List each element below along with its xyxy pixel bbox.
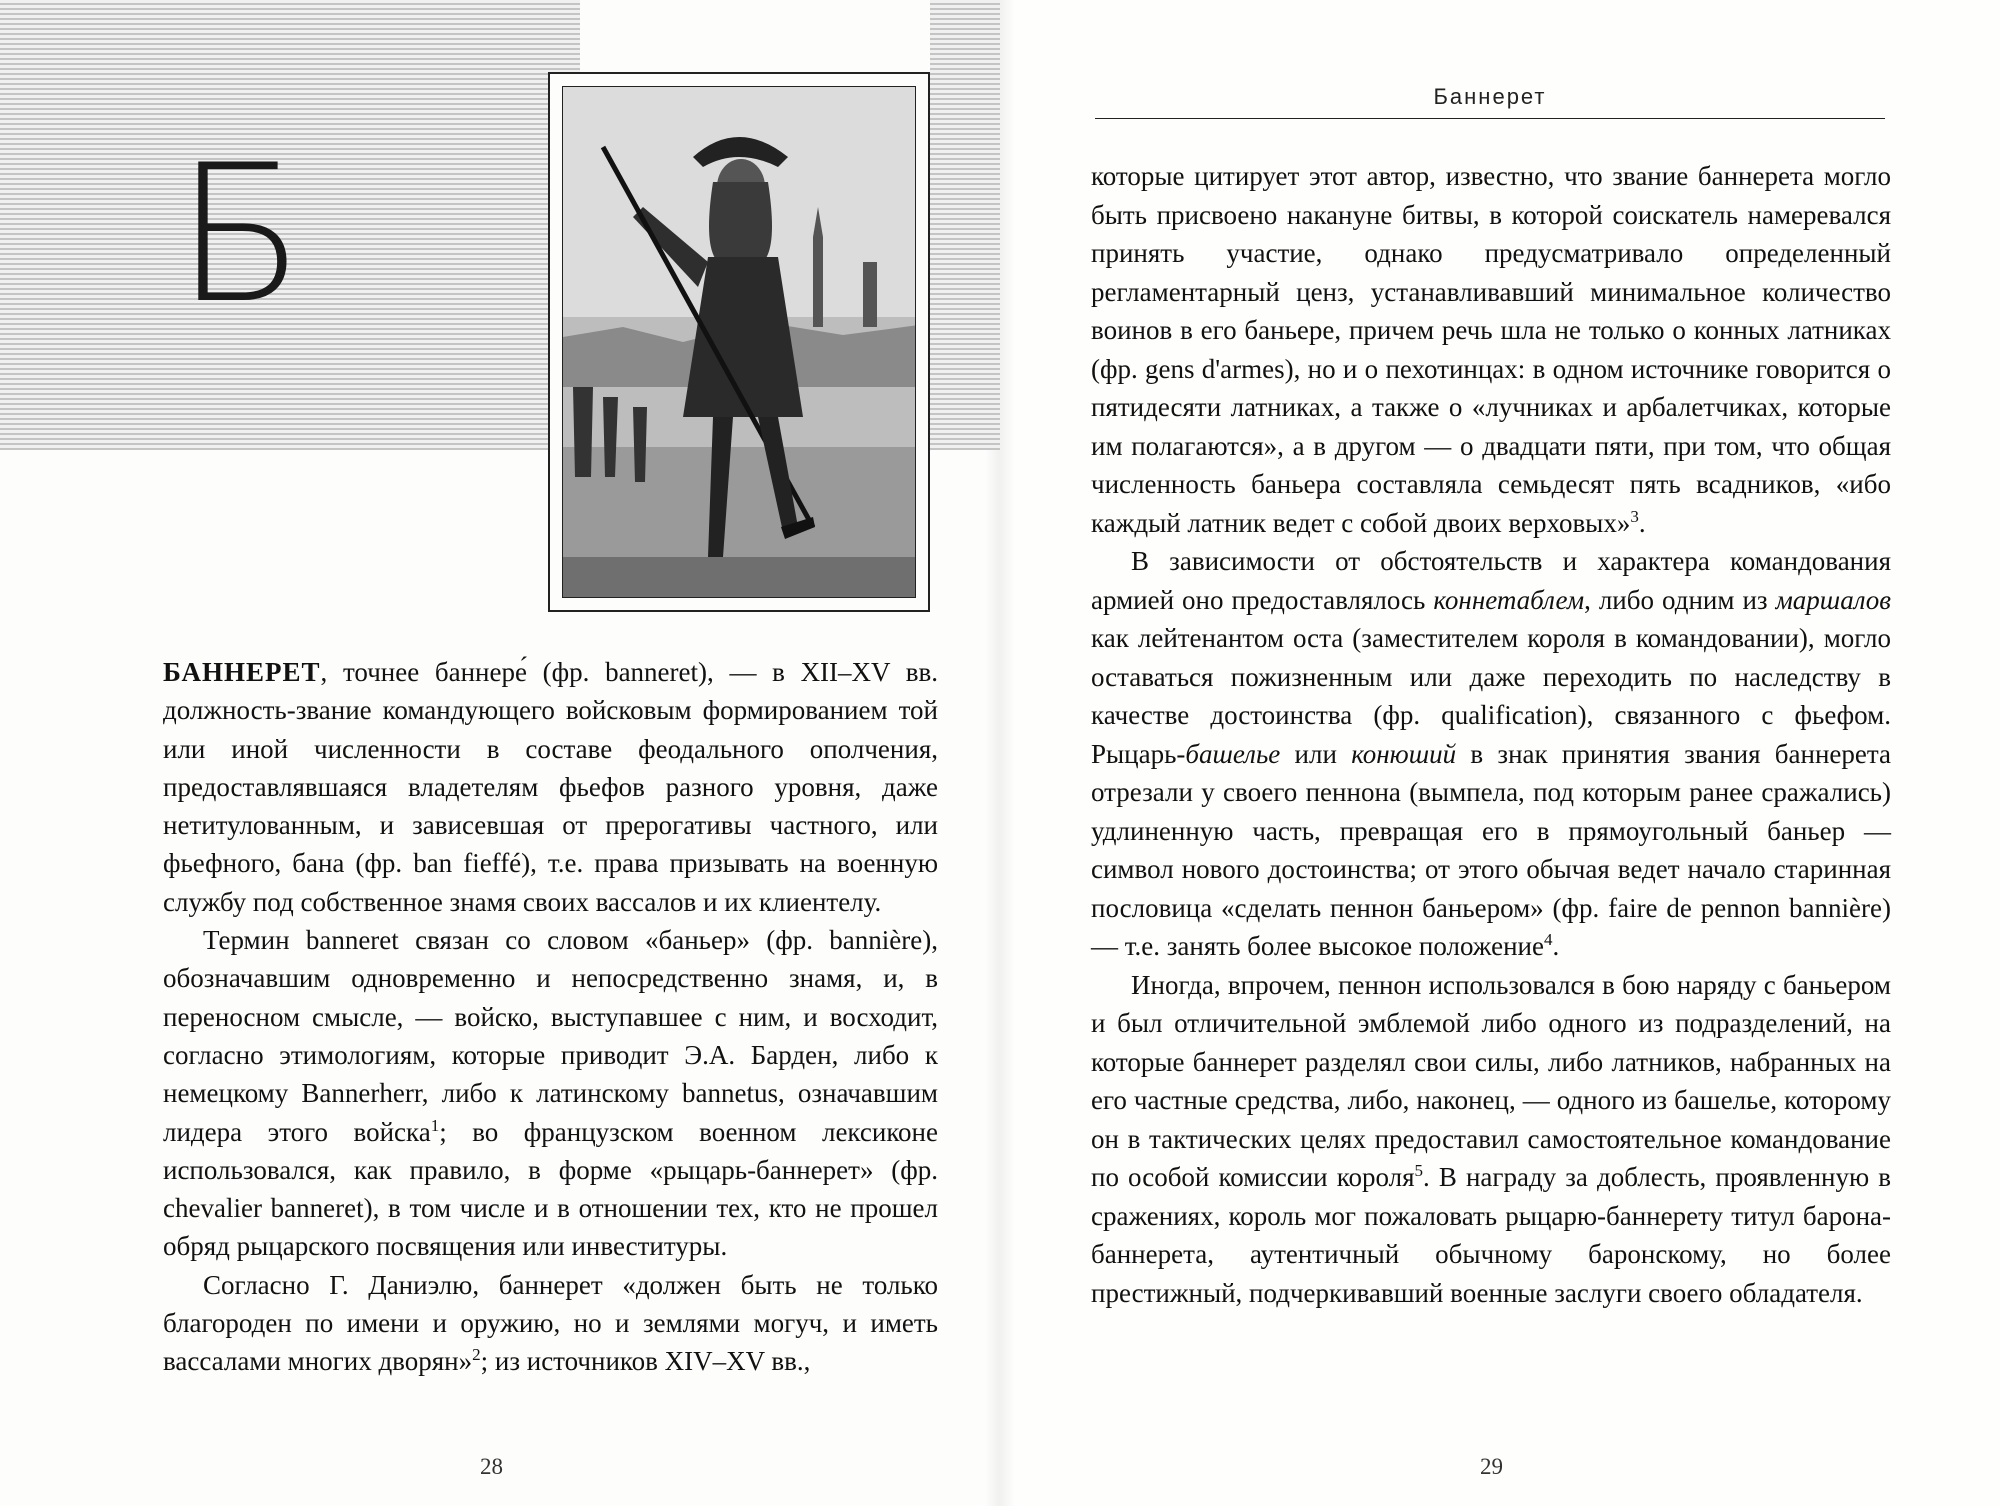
italic-term: маршалов	[1775, 584, 1892, 615]
footnote-mark: 3	[1630, 506, 1639, 526]
paragraph-text: .	[1638, 507, 1646, 538]
paragraph-text: , либо одним из	[1584, 584, 1776, 615]
paragraph	[163, 653, 938, 921]
running-head: Баннерет	[1433, 84, 1547, 109]
paragraph-text: Согласно Г. Даниэлю, баннерет «должен быть не только благороден по имени и оружию, но и землями могуч, и иметь вассалами многих дворян»	[163, 1269, 938, 1377]
cavalier-figure-engraving	[563, 87, 916, 598]
page-number-right: 29	[1480, 1454, 1503, 1479]
striped-ornament-edge	[930, 0, 1000, 450]
right-page-text	[1091, 157, 1891, 1312]
footnote-mark: 4	[1543, 930, 1553, 949]
paragraph-text: ; из источников XIV–XV вв.,	[480, 1346, 811, 1377]
page-number-left: 28	[480, 1454, 503, 1479]
italic-term: коннетаблем	[1433, 584, 1585, 615]
paragraph-text: Термин banneret связан со словом «баньер» (фр. bannière), обозначавшим одновременно и непосредственно знамя, и, в переносном смысле, — войско, выступавшее с ним, и восходит, согласно этимологиям, которые приводит Э.А. Барден, либо к немецкому Bannerherr, либо к латинскому bannetus, означавшим лидера этого войска	[163, 925, 938, 1147]
paragraph-text: как лейтенантом оста (заместителем короля в командовании), могло оставаться пожизненным или даже переходить по наследству в качестве достоинства (фр. qualification), связанного с фьефом. Рыцарь-	[1091, 623, 1891, 769]
header-rule	[1095, 118, 1885, 119]
paragraph-text: , точнее баннере́ (фр. banneret), — в XII–XV вв. должность-звание командующего войсковым формированием той или иной численности в составе феодального ополчения, предоставлявшаяся владетелям фьефов разного уровня, даже нетитулованным, и зависевшая от прерогативы частного, или фьефного, бана (фр. ban fieffé), т.е. права призывать на военную службу под собственное знамя своих вассалов и их клиентелу.	[163, 657, 938, 917]
italic-term: конюший	[1351, 738, 1457, 769]
paragraph	[1091, 966, 1891, 1313]
paragraph	[1091, 542, 1891, 966]
engraving-illustration	[548, 72, 930, 612]
italic-term: башелье	[1185, 738, 1281, 769]
left-page-text	[163, 653, 938, 1381]
paragraph-text: . В награду за доблесть, проявленную в сражениях, король мог пожаловать рыцарю-баннерету титул барона-баннерета, аутентичный обычному баронскому, но более престижный, подчеркивавший военные заслуги своего обладателя.	[1091, 1162, 1891, 1308]
paragraph-text: В зависимости от обстоятельств и характера командования армией оно предоставлялось	[1091, 546, 1891, 615]
footnote-mark: 5	[1414, 1161, 1423, 1180]
paragraph-text: которые цитирует этот автор, известно, что звание баннерета могло быть присвоено накануне битвы, в которой соискатель намеревался принять участие, однако предусматривало определенный регламентарный ценз, устанавливавший минимальное количество воинов в его баньере, причем речь шла не только о конных латниках (фр. gens d'armes), но и о пехотинцах: в одном источнике говорится о пятидесяти латниках, а также о «лучниках и арбалетчиках, которые им полагаются», а в другом — о двадцати пяти, при том, что общая численность баньера составляла семьдесят пять всадников, «ибо каждый латник ведет с собой двоих верховых»	[1091, 161, 1891, 538]
entry-term: БАННЕРЕТ	[163, 657, 321, 687]
footnote-mark: 1	[430, 1115, 440, 1135]
paragraph-text: в знак принятия звания баннерета отрезали у своего пеннона (вымпела, под которым ранее сражались) удлиненную часть, превращая его в прямоугольный баньер — символ нового достоинства; от этого обычая ведет начало старинная пословица «сделать пеннон баньером» (фр. faire de pennon bannière) — т.е. занять более высокое положение	[1091, 738, 1891, 961]
engraving-image	[562, 86, 916, 598]
footnote-mark: 2	[472, 1345, 481, 1365]
paragraph-text: или	[1280, 738, 1352, 769]
paragraph	[163, 921, 938, 1266]
paragraph-text: Иногда, впрочем, пеннон использовался в бою наряду с баньером и был отличительной эмблемой либо одного из подразделений, на которые баннерет разделял свои силы, либо латников, набранных на его частные средства, либо, наконец, — одного из башелье, которому он в тактических целях предоставил самостоятельное командование по особой комиссии короля	[1091, 969, 1891, 1192]
paragraph-text: ; во французском военном лексиконе использовался, как правило, в форме «рыцарь-баннерет» (фр. chevalier banneret), в том числе и в отношении тех, кто не прошел обряд рыцарского посвящения или инвеституры.	[163, 1116, 938, 1262]
drop-cap-letter: Б	[175, 124, 306, 345]
paragraph	[1091, 157, 1891, 542]
paragraph	[163, 1266, 938, 1381]
paragraph-text: .	[1552, 931, 1560, 961]
